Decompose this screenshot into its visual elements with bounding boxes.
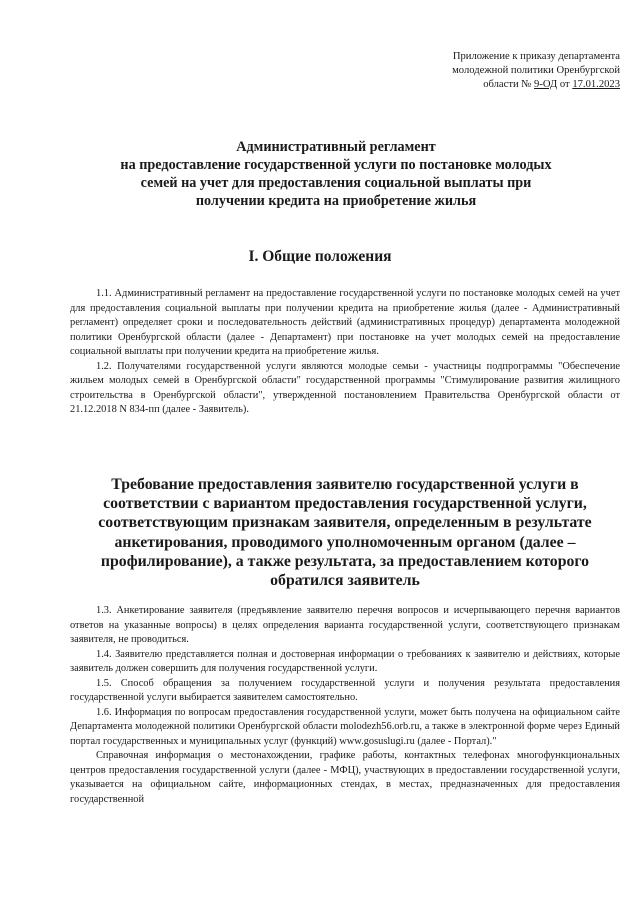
header-line-2: молодежной политики Оренбургской bbox=[452, 65, 620, 76]
paragraph-1-6: 1.6. Информация по вопросам предоставления государственной услуги, может быть получена на официальном сайте Департамента молодежной политики Оренбургской области molodezh56.orb.ru, а также в электронной форме через Единый портал государственных и муниципальных услуг (функций) www.gosuslugi.ru (далее - Портал)." bbox=[70, 706, 620, 747]
header-line-3 bbox=[410, 78, 620, 92]
section-2-heading bbox=[70, 475, 620, 590]
header-line-3-prefix: области № bbox=[483, 79, 535, 90]
paragraph-1-3: 1.3. Анкетирование заявителя (предъявление заявителю перечня вопросов и исчерпывающего перечня вариантов ответов на указанные вопросы) в целях определения варианта государственной услуги, соответствующего признакам заявителя, не проводиться. bbox=[70, 605, 620, 645]
paragraph-reference-info: Справочная информация о местонахождении, графике работы, контактных телефонах многофункциональных центров предоставления государственной услуги (далее - МФЦ), участвующих в предоставлении государственной услуги, указывается на официальном сайте, информационных стендах, в местах, предназначенных для предоставления государственной bbox=[70, 750, 620, 805]
paragraph-1-5: 1.5. Способ обращения за получением государственной услуги и получения результата предоставления государственной услуги выбирается заявителем самостоятельно. bbox=[70, 677, 620, 703]
order-number: 9-ОД bbox=[534, 79, 558, 90]
title-line-3: семей на учет для предоставления социальной выплаты при bbox=[140, 175, 532, 191]
section-2-heading-line-3: соответствующим признакам заявителя, определенным в результате bbox=[98, 514, 592, 532]
section-2-heading-line-6: обратился заявитель bbox=[270, 572, 420, 590]
title-line-1: Административный регламент bbox=[236, 139, 436, 155]
order-date: 17.01.2023 bbox=[572, 79, 620, 90]
section-1-body bbox=[70, 287, 620, 418]
header-line-3-mid: от bbox=[557, 79, 573, 90]
section-2-heading-line-4: анкетирования, проводимого уполномоченным органом (далее – bbox=[114, 533, 576, 551]
paragraph-1-4: 1.4. Заявителю представляется полная и достоверная информации о требованиях к заявителю и действиях, которые заявитель должен совершить для получения государственной услуги. bbox=[70, 648, 620, 674]
document-title bbox=[62, 138, 610, 210]
section-1-heading: I. Общие положения bbox=[248, 248, 392, 265]
section-2-heading-line-5: профилирование), а также результата, за предоставлением которого bbox=[100, 552, 590, 570]
paragraph-1-1: 1.1. Административный регламент на предоставление государственной услуги по постановке молодых семей на учет для предоставления социальной выплаты при получении кредита на приобретение жилья (далее - Административный регламент) определяет сроки и последовательность действий (административных процедур) департамента молодежной политики Оренбургской области (далее - Департамент) при постановке на учет молодых семей на предоставление социальной выплаты при получении кредита на приобретение жилья. bbox=[70, 288, 620, 357]
title-line-4: получении кредита на приобретение жилья bbox=[195, 193, 477, 209]
section-2-heading-line-1: Требование предоставления заявителю государственной услуги в bbox=[111, 476, 579, 493]
section-2-body bbox=[70, 604, 620, 807]
title-line-2: на предоставление государственной услуги по постановке молодых bbox=[120, 157, 552, 173]
paragraph-1-2: 1.2. Получателями государственной услуги являются молодые семьи - участницы подпрограммы "Обеспечение жильем молодых семей в Оренбургской области" государственной программы "Стимулирование развития жилищного строительства в Оренбургской области", утвержденной постановлением Правительства Оренбургской области от 21.12.2018 N 834-пп (далее - Заявитель). bbox=[70, 360, 620, 415]
section-2-heading-line-2: соответствии с вариантом предоставления государственной услуги, bbox=[103, 495, 587, 513]
header-line-1: Приложение к приказу департамента bbox=[452, 51, 620, 62]
order-appendix-header bbox=[410, 50, 620, 92]
